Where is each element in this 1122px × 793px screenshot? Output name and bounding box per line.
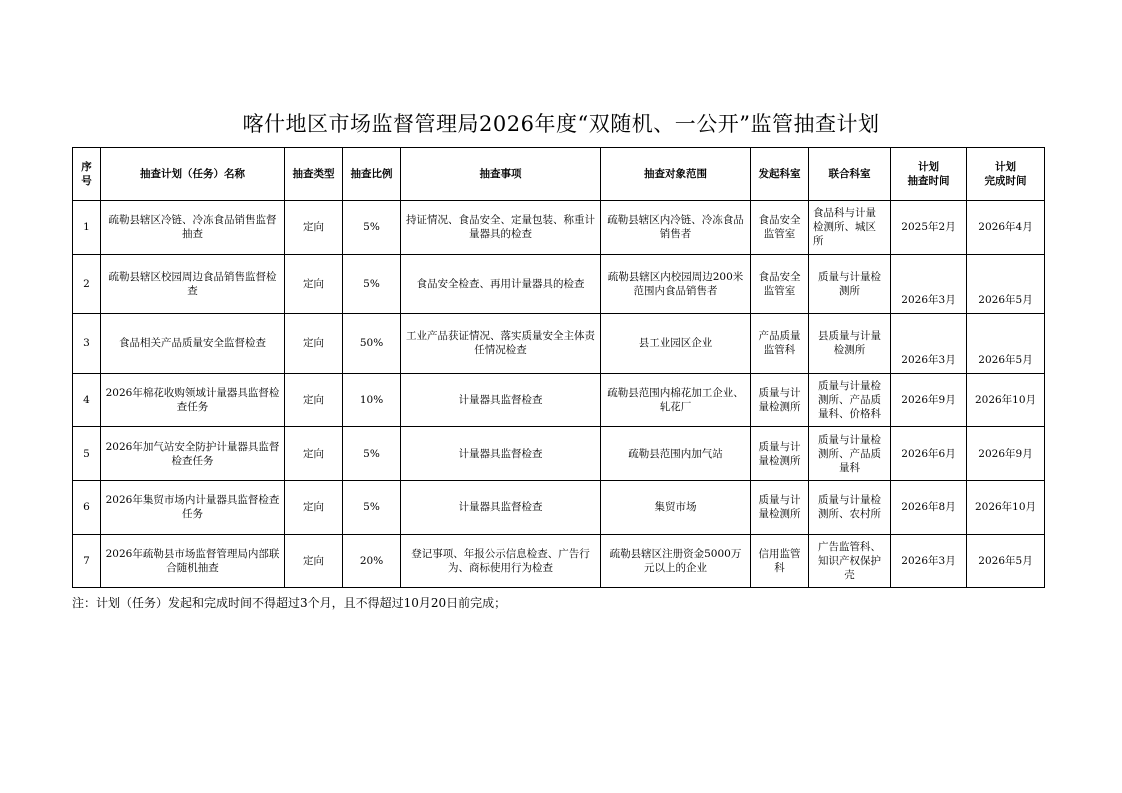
cell-joint: 县质量与计量检测所: [809, 314, 891, 374]
cell-items: 计量器具监督检查: [401, 427, 601, 481]
table-header-row: [73, 148, 1045, 201]
cell-start: 2026年6月: [891, 427, 967, 481]
cell-ratio: 5%: [343, 254, 401, 314]
header-seq: 序号: [73, 148, 101, 201]
cell-seq: 2: [73, 254, 101, 314]
table-row: [73, 373, 1045, 427]
cell-type: 定向: [285, 254, 343, 314]
header-initiator: 发起科室: [751, 148, 809, 201]
cell-scope: 集贸市场: [601, 480, 751, 534]
header-end-line1: 计划: [995, 161, 1016, 173]
table-row: [73, 480, 1045, 534]
cell-start: 2026年3月: [891, 254, 967, 314]
cell-start: 2025年2月: [891, 201, 967, 255]
cell-ratio: 5%: [343, 480, 401, 534]
table-row: [73, 427, 1045, 481]
cell-scope: 县工业园区企业: [601, 314, 751, 374]
cell-seq: 7: [73, 534, 101, 588]
cell-name: 疏勒县辖区冷链、冷冻食品销售监督抽查: [101, 201, 285, 255]
header-joint: 联合科室: [809, 148, 891, 201]
cell-ratio: 50%: [343, 314, 401, 374]
cell-ratio: 5%: [343, 201, 401, 255]
header-type: 抽查类型: [285, 148, 343, 201]
cell-items: 工业产品获证情况、落实质量安全主体责任情况检查: [401, 314, 601, 374]
cell-scope: 疏勒县辖区注册资金5000万元以上的企业: [601, 534, 751, 588]
cell-end: 2026年5月: [967, 534, 1045, 588]
cell-scope: 疏勒县辖区内校园周边200米范围内食品销售者: [601, 254, 751, 314]
cell-joint: 质量与计量检测所: [809, 254, 891, 314]
cell-joint: 质量与计量检测所、农村所: [809, 480, 891, 534]
cell-type: 定向: [285, 201, 343, 255]
cell-items: 登记事项、年报公示信息检查、广告行为、商标使用行为检查: [401, 534, 601, 588]
cell-joint: 质量与计量检测所、产品质量科、价格科: [809, 373, 891, 427]
cell-joint: 食品科与计量检测所、城区所: [809, 201, 891, 255]
header-start: [891, 148, 967, 201]
cell-type: 定向: [285, 427, 343, 481]
cell-start: 2026年3月: [891, 534, 967, 588]
cell-items: 计量器具监督检查: [401, 373, 601, 427]
cell-end: 2026年9月: [967, 427, 1045, 481]
cell-seq: 5: [73, 427, 101, 481]
cell-initiator: 质量与计量检测所: [751, 427, 809, 481]
header-start-line1: 计划: [918, 161, 939, 173]
header-name: 抽查计划（任务）名称: [101, 148, 285, 201]
cell-joint: 广告监管科、知识产权保护壳: [809, 534, 891, 588]
table-row: [73, 254, 1045, 314]
cell-end: 2026年10月: [967, 373, 1045, 427]
header-start-line2: 抽查时间: [907, 175, 950, 187]
cell-start: 2026年9月: [891, 373, 967, 427]
table-row: [73, 201, 1045, 255]
cell-initiator: 质量与计量检测所: [751, 480, 809, 534]
cell-end: 2026年4月: [967, 201, 1045, 255]
cell-items: 持证情况、食品安全、定量包装、称重计量器具的检查: [401, 201, 601, 255]
table-row: [73, 314, 1045, 374]
cell-end: 2026年5月: [967, 314, 1045, 374]
cell-name: 2026年棉花收购领域计量器具监督检查任务: [101, 373, 285, 427]
header-end: [967, 148, 1045, 201]
header-scope: 抽查对象范围: [601, 148, 751, 201]
cell-end: 2026年5月: [967, 254, 1045, 314]
footnote: 注：计划（任务）发起和完成时间不得超过3个月，且不得超过10月20日前完成；: [72, 596, 507, 610]
cell-initiator: 食品安全监管室: [751, 201, 809, 255]
cell-initiator: 信用监管科: [751, 534, 809, 588]
cell-scope: 疏勒县范围内棉花加工企业、轧花厂: [601, 373, 751, 427]
plan-table: [72, 147, 1045, 588]
table-row: [73, 534, 1045, 588]
cell-seq: 3: [73, 314, 101, 374]
page-title: 喀什地区市场监督管理局2026年度“双随机、一公开”监管抽查计划: [242, 112, 880, 136]
header-end-line2: 完成时间: [984, 175, 1027, 187]
cell-start: 2026年8月: [891, 480, 967, 534]
cell-end: 2026年10月: [967, 480, 1045, 534]
cell-ratio: 20%: [343, 534, 401, 588]
header-items: 抽查事项: [401, 148, 601, 201]
cell-seq: 1: [73, 201, 101, 255]
cell-items: 食品安全检查、再用计量器具的检查: [401, 254, 601, 314]
cell-initiator: 质量与计量检测所: [751, 373, 809, 427]
cell-scope: 疏勒县辖区内冷链、冷冻食品销售者: [601, 201, 751, 255]
cell-type: 定向: [285, 534, 343, 588]
cell-type: 定向: [285, 373, 343, 427]
cell-ratio: 10%: [343, 373, 401, 427]
cell-start: 2026年3月: [891, 314, 967, 374]
cell-type: 定向: [285, 314, 343, 374]
cell-joint: 质量与计量检测所、产品质量科: [809, 427, 891, 481]
cell-seq: 6: [73, 480, 101, 534]
header-ratio: 抽查比例: [343, 148, 401, 201]
cell-name: 疏勒县辖区校园周边食品销售监督检查: [101, 254, 285, 314]
cell-items: 计量器具监督检查: [401, 480, 601, 534]
cell-name: 食品相关产品质量安全监督检查: [101, 314, 285, 374]
cell-name: 2026年加气站安全防护计量器具监督检查任务: [101, 427, 285, 481]
cell-initiator: 食品安全监管室: [751, 254, 809, 314]
cell-type: 定向: [285, 480, 343, 534]
cell-name: 2026年集贸市场内计量器具监督检查任务: [101, 480, 285, 534]
cell-ratio: 5%: [343, 427, 401, 481]
cell-name: 2026年疏勒县市场监督管理局内部联合随机抽查: [101, 534, 285, 588]
cell-initiator: 产品质量监管科: [751, 314, 809, 374]
cell-scope: 疏勒县范围内加气站: [601, 427, 751, 481]
cell-seq: 4: [73, 373, 101, 427]
